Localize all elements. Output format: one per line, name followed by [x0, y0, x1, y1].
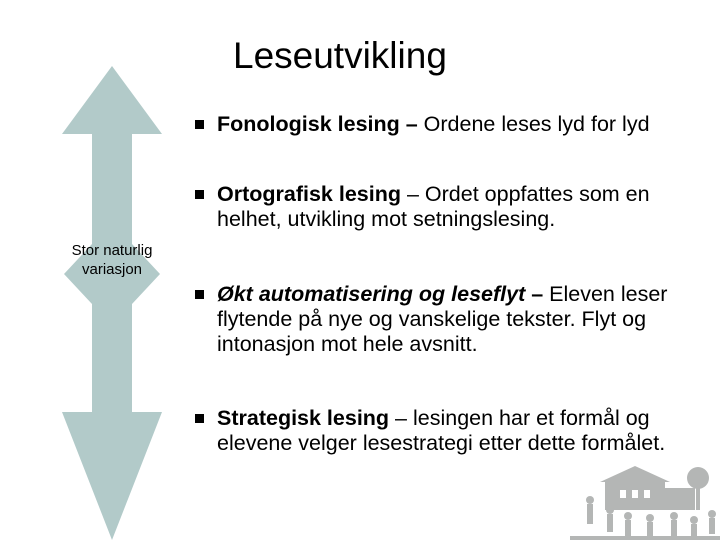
bullet-automatisering [190, 282, 695, 357]
bullet-desc: Eleven leser flytende på nye og vanskelige tekster. Flyt og intonasjon mot hele avsnitt. [217, 282, 668, 356]
bullet-text [217, 282, 695, 357]
square-bullet-icon [195, 120, 204, 129]
bullet-separator: – [525, 282, 550, 306]
bullet-text [217, 112, 710, 137]
square-bullet-icon [195, 290, 204, 299]
bullet-term: Fonologisk lesing [217, 112, 400, 136]
bullet-fonologisk [190, 112, 710, 137]
bullet-term: Ortografisk lesing [217, 182, 401, 206]
bullet-separator: – [399, 112, 424, 136]
page-title: Leseutvikling [233, 35, 447, 76]
bullet-text [217, 182, 705, 232]
bullet-separator: – [401, 182, 425, 206]
bullet-desc: Ordene leses lyd for lyd [423, 112, 650, 136]
bullet-ortografisk [190, 182, 705, 232]
bullet-term: Økt automatisering og leseflyt [217, 282, 526, 306]
square-bullet-icon [195, 414, 204, 423]
bullet-term: Strategisk lesing [217, 406, 390, 430]
square-bullet-icon [195, 190, 204, 199]
bullet-desc: Ordet oppfattes som en helhet, utvikling mot setningslesing. [217, 182, 650, 231]
double-headed-arrow-shape [62, 66, 162, 540]
bullet-desc: lesingen har et formål og elevene velger lesestrategi etter dette formålet. [217, 406, 666, 455]
bullet-strategisk [190, 406, 710, 456]
bullet-separator: – [389, 406, 413, 430]
side-label: Stor naturlig variasjon [71, 242, 153, 278]
bullet-text [217, 406, 710, 456]
school-children-illustration [570, 460, 720, 540]
